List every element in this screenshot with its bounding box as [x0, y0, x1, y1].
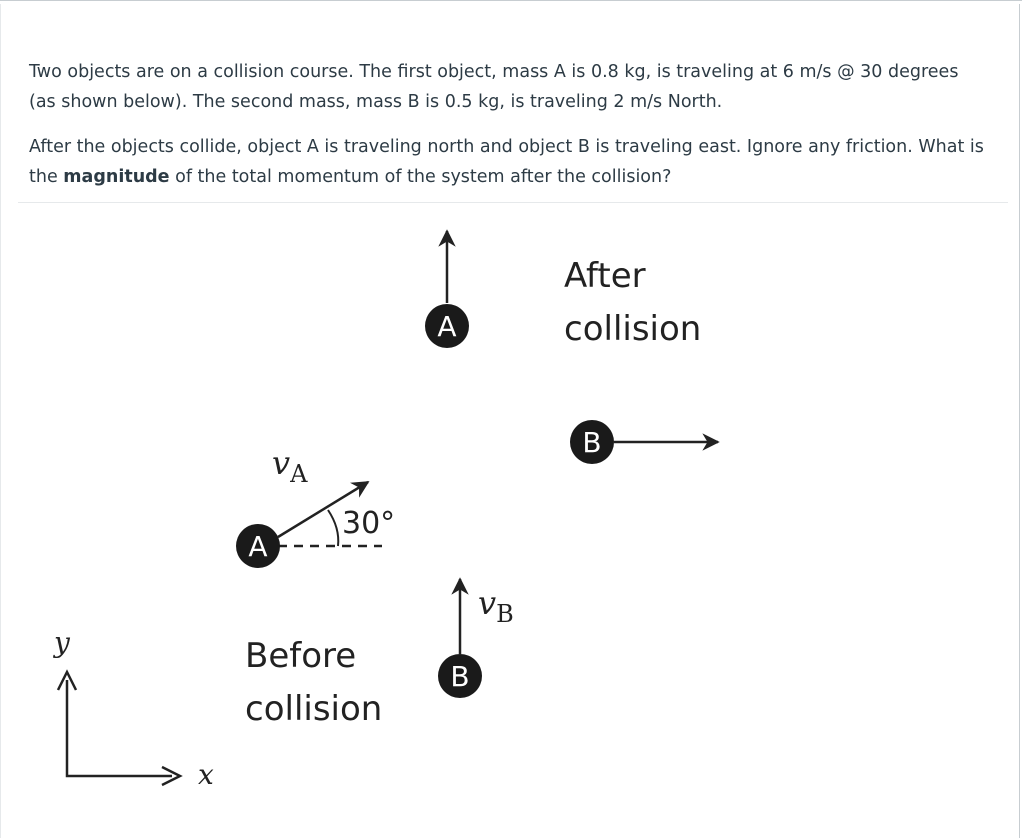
axes	[67, 680, 172, 776]
question-paragraph-1: Two objects are on a collision course. The first object, mass A is 0.8 kg, is traveling at 6 m/s @ 30 degrees (as shown below). The second mass, mass B is 0.5 kg, is traveling 2 m/s North.	[29, 62, 959, 112]
before-label-line1: Before	[245, 636, 357, 676]
after-label-line2: collision	[564, 309, 702, 349]
after-label-line1: After	[564, 256, 646, 296]
x-axis-label: x	[198, 758, 214, 791]
velocity-a-symbol: v	[272, 444, 291, 482]
ball-a-after-label: A	[437, 310, 457, 343]
y-axis-label: y	[54, 626, 70, 659]
velocity-b-symbol: v	[478, 584, 497, 622]
velocity-a-subscript: A	[290, 460, 308, 488]
velocity-a-label	[272, 444, 308, 488]
ball-b-before-label: B	[450, 660, 470, 693]
ball-b-after-label: B	[582, 426, 602, 459]
question-paragraph-2-start: After the objects collide, object A is traveling north and object B is traveling east. Ignore any friction. What is the	[29, 137, 984, 187]
before-label-line2: collision	[245, 689, 383, 729]
angle-label: 30°	[342, 506, 396, 541]
ball-a-before-label: A	[248, 530, 268, 563]
velocity-b-subscript: B	[496, 600, 514, 628]
velocity-b-label	[478, 584, 514, 628]
angle-arc	[328, 510, 338, 546]
question-emphasis: magnitude	[63, 167, 170, 187]
question-paragraph-2-end: of the total momentum of the system after the collision?	[169, 167, 672, 187]
